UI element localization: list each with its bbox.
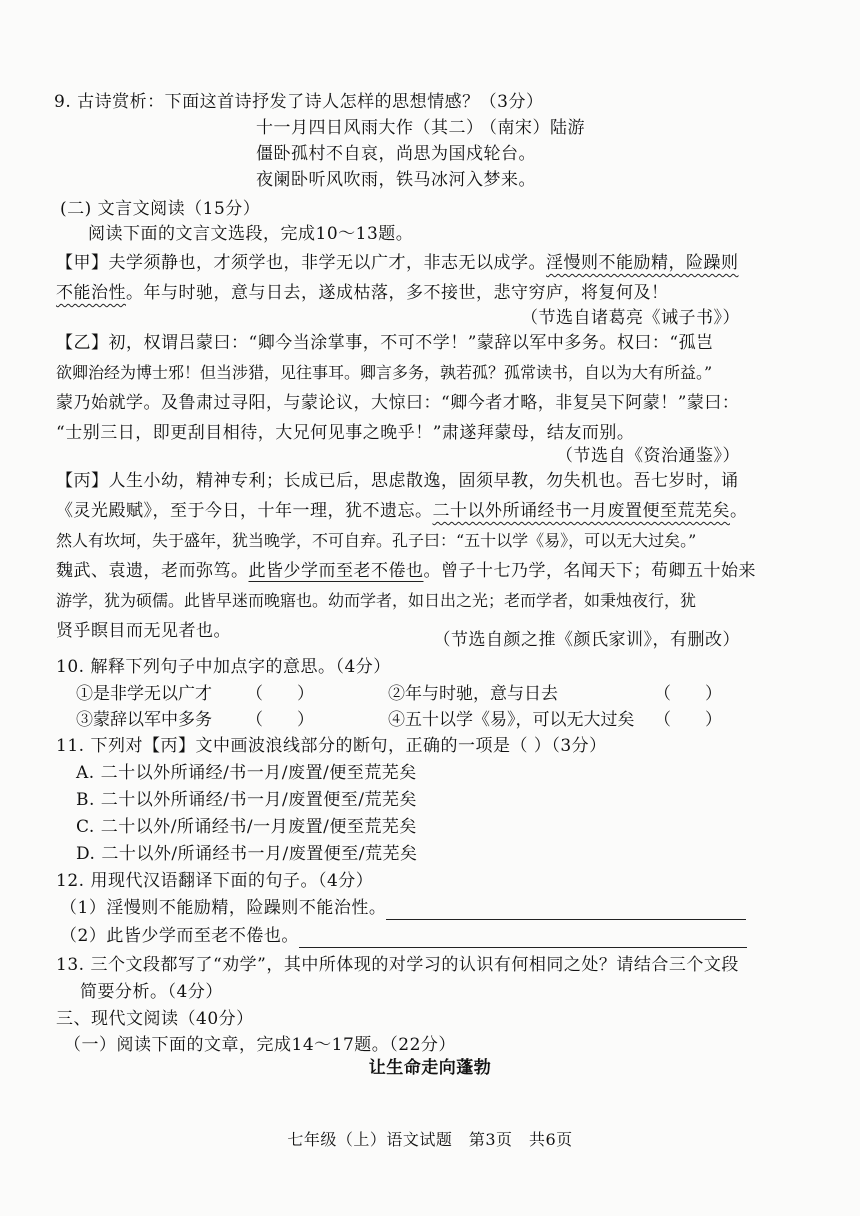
passage-text: 魏武、袁遗，老而弥笃。 bbox=[56, 561, 249, 581]
source-yi: （节选自《资治通鉴》） bbox=[556, 446, 740, 466]
question-9-stem: 9. 古诗赏析：下面这首诗抒发了诗人怎样的思想情感？（3分） bbox=[54, 92, 544, 112]
page-footer: 七年级（上）语文试题 第3页 共6页 bbox=[287, 1130, 573, 1149]
option-c[interactable]: C. 二十以外/所诵经书/一月废置/便至荒芜矣 bbox=[76, 817, 417, 837]
underlined-text: 此皆少学而至老不倦也 bbox=[248, 561, 424, 581]
question-13-stem: 13. 三个文段都写了“劝学”，其中所体现的对学习的认识有何相同之处？请结合三个文段 bbox=[56, 955, 739, 975]
passage-text: 。 bbox=[730, 501, 748, 521]
passage-text: 人生小幼，精神专利；长成已后，思虑散逸，固须早教，勿失机也。吾七岁时，诵 bbox=[108, 471, 739, 491]
passage-text: 欲卿治经为博士邪！但当涉猎，见往事耳。卿言多务，孰若孤？孤常读书，自以为大有所益。” bbox=[56, 363, 713, 382]
poem-author: （南宋）陆游 bbox=[480, 118, 585, 138]
passage-text: 初，权谓吕蒙曰：“卿今当涂掌事，不可不学！”蒙辞以军中多务。权曰：“孤岂 bbox=[108, 333, 714, 353]
question-11-stem: 11. 下列对【丙】文中画波浪线部分的断句，正确的一项是（ ）（3分） bbox=[56, 736, 607, 756]
section-2-heading: (二) 文言文阅读（15分） bbox=[60, 199, 261, 219]
poem-line-1: 僵卧孤村不自哀，尚思为国戍轮台。 bbox=[256, 144, 536, 164]
wavy-underlined-text: 不能治性 bbox=[56, 283, 126, 303]
passage-text: 蒙乃始就学。及鲁肃过寻阳，与蒙论议，大惊曰：“卿今者才略，非复吴下阿蒙！”蒙曰： bbox=[56, 393, 740, 413]
section-3-subheading: （一）阅读下面的文章，完成14～17题。（22分） bbox=[64, 1035, 456, 1055]
answer-paren[interactable]: （ ） bbox=[654, 710, 722, 730]
item-text: ①是非学无以广才 bbox=[76, 684, 212, 704]
section-2-intro: 阅读下面的文言文选段，完成10～13题。 bbox=[88, 224, 414, 244]
item-text: ③蒙辞以军中多务 bbox=[76, 710, 212, 730]
section-3-heading: 三、现代文阅读（40分） bbox=[56, 1009, 254, 1029]
source-bing: （节选自颜之推《颜氏家训》，有删改） bbox=[433, 630, 740, 650]
option-a[interactable]: A. 二十以外所诵经/书一月/废置/便至荒芜矣 bbox=[76, 763, 417, 783]
answer-line-1[interactable] bbox=[386, 901, 746, 920]
answer-paren[interactable]: （ ） bbox=[654, 684, 722, 704]
passage-label: 【甲】 bbox=[56, 253, 109, 273]
wavy-underlined-text: 淫慢则不能励精，险躁则 bbox=[546, 253, 739, 273]
passage-text: 然人有坎坷，失于盛年，犹当晚学，不可自弃。孔子曰：“五十以学《易》，可以无大过矣。” bbox=[56, 531, 697, 550]
passage-jia bbox=[56, 248, 739, 308]
wavy-underlined-text: 二十以外所诵经书一月废置便至荒芜矣 bbox=[432, 501, 730, 521]
question-10-stem: 10. 解释下列句子中加点字的意思。（4分） bbox=[56, 657, 391, 677]
answer-line-2[interactable] bbox=[299, 929, 747, 948]
passage-yi bbox=[56, 328, 740, 448]
passage-text: 《灵光殿赋》，至于今日，十年一理，犹不遗忘。 bbox=[56, 501, 433, 521]
poem-line-2: 夜阑卧听风吹雨，铁马冰河入梦来。 bbox=[256, 170, 536, 190]
question-13-stem-cont: 简要分析。（4分） bbox=[80, 982, 223, 1002]
translate-sentence-1 bbox=[60, 896, 746, 920]
passage-label: 【丙】 bbox=[56, 471, 109, 491]
passage-bing bbox=[56, 466, 756, 646]
passage-text: “士别三日，即更刮目相待，大兄何见事之晚乎！”肃遂拜蒙母，结友而别。 bbox=[56, 423, 635, 443]
passage-text: 贤乎瞑目而无见者也。 bbox=[56, 621, 231, 641]
passage-text: 游学，犹为硕儒。此皆早迷而晚寤也。幼而学者，如日出之光；老而学者，如秉烛夜行，犹 bbox=[56, 591, 697, 610]
poem-title: 十一月四日风雨大作（其二） bbox=[256, 118, 484, 138]
answer-paren[interactable]: （ ） bbox=[246, 710, 314, 730]
option-d[interactable]: D. 二十以外/所诵经书一月/废置便至/荒芜矣 bbox=[76, 844, 418, 864]
answer-paren[interactable]: （ ） bbox=[246, 684, 314, 704]
passage-text: 。年与时驰，意与日去，遂成枯落，多不接世，悲守穷庐，将复何及！ bbox=[126, 283, 669, 303]
item-text: ②年与时驰，意与日去 bbox=[388, 684, 558, 704]
article-title: 让生命走向蓬勃 bbox=[368, 1058, 492, 1078]
sentence-text: （2）此皆少学而至老不倦也。 bbox=[60, 926, 299, 946]
passage-text: 。曾子十七乃学，名闻天下；荀卿五十始来 bbox=[423, 561, 756, 581]
source-jia: （节选自诸葛亮《诫子书》） bbox=[521, 308, 740, 328]
option-b[interactable]: B. 二十以外所诵经/书一月/废置便至/荒芜矣 bbox=[76, 790, 417, 810]
passage-label: 【乙】 bbox=[56, 333, 109, 353]
item-text: ④五十以学《易》，可以无大过矣 bbox=[388, 710, 635, 730]
passage-text: 夫学须静也，才须学也，非学无以广才，非志无以成学。 bbox=[108, 253, 546, 273]
translate-sentence-2 bbox=[60, 924, 747, 948]
question-12-stem: 12. 用现代汉语翻译下面的句子。（4分） bbox=[56, 871, 374, 891]
sentence-text: （1）淫慢则不能励精，险躁则不能治性。 bbox=[60, 898, 387, 918]
